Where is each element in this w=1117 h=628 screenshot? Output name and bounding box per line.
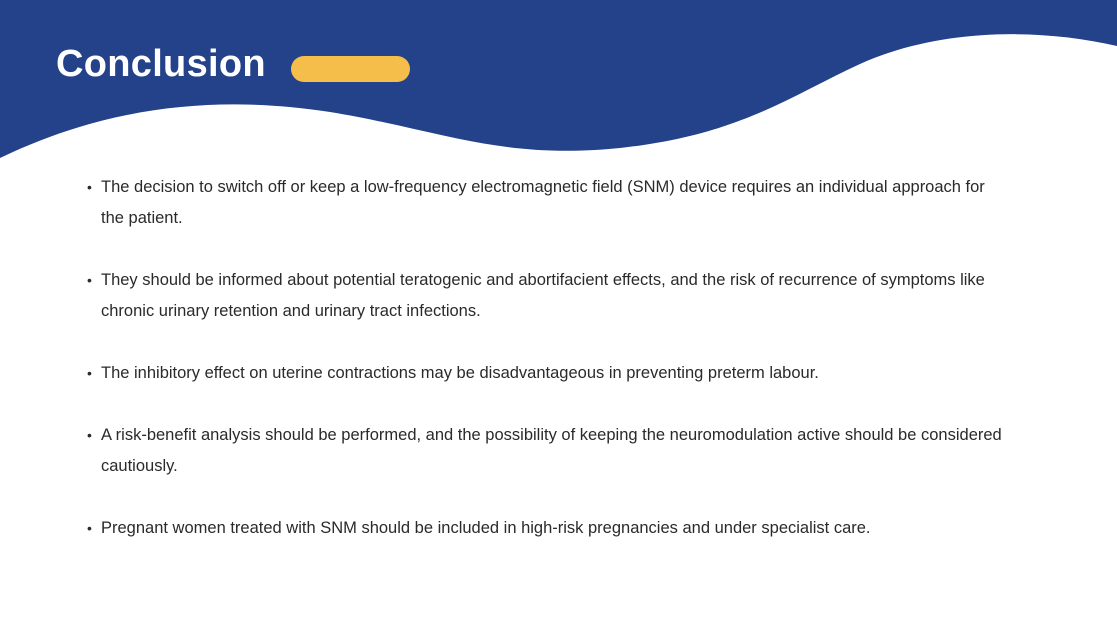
bullet-text: They should be informed about potential teratogenic and abortifacient effects, and the risk of recurrence of symptoms like chronic urinary retention and urinary tract infections. [101, 271, 985, 320]
bullet-dot-icon: • [87, 427, 92, 443]
bullet-text: The inhibitory effect on uterine contractions may be disadvantageous in preventing preterm labour. [101, 364, 819, 382]
bullet-text: A risk-benefit analysis should be performed, and the possibility of keeping the neuromodulation active should be considered cautiously. [101, 426, 1002, 475]
bullet-item [87, 513, 1007, 544]
bullet-text: The decision to switch off or keep a low-frequency electromagnetic field (SNM) device requires an individual approach for the patient. [101, 178, 985, 227]
bullet-text: Pregnant women treated with SNM should be included in high-risk pregnancies and under specialist care. [101, 519, 871, 537]
bullet-list [87, 172, 1007, 575]
bullet-item [87, 172, 1007, 234]
bullet-dot-icon: • [87, 365, 92, 381]
accent-pill-decoration [291, 56, 410, 82]
page-title: Conclusion [56, 43, 266, 85]
bullet-dot-icon: • [87, 520, 92, 536]
bullet-item [87, 358, 1007, 389]
bullet-item [87, 420, 1007, 482]
bullet-item [87, 265, 1007, 327]
bullet-dot-icon: • [87, 179, 92, 195]
bullet-dot-icon: • [87, 272, 92, 288]
